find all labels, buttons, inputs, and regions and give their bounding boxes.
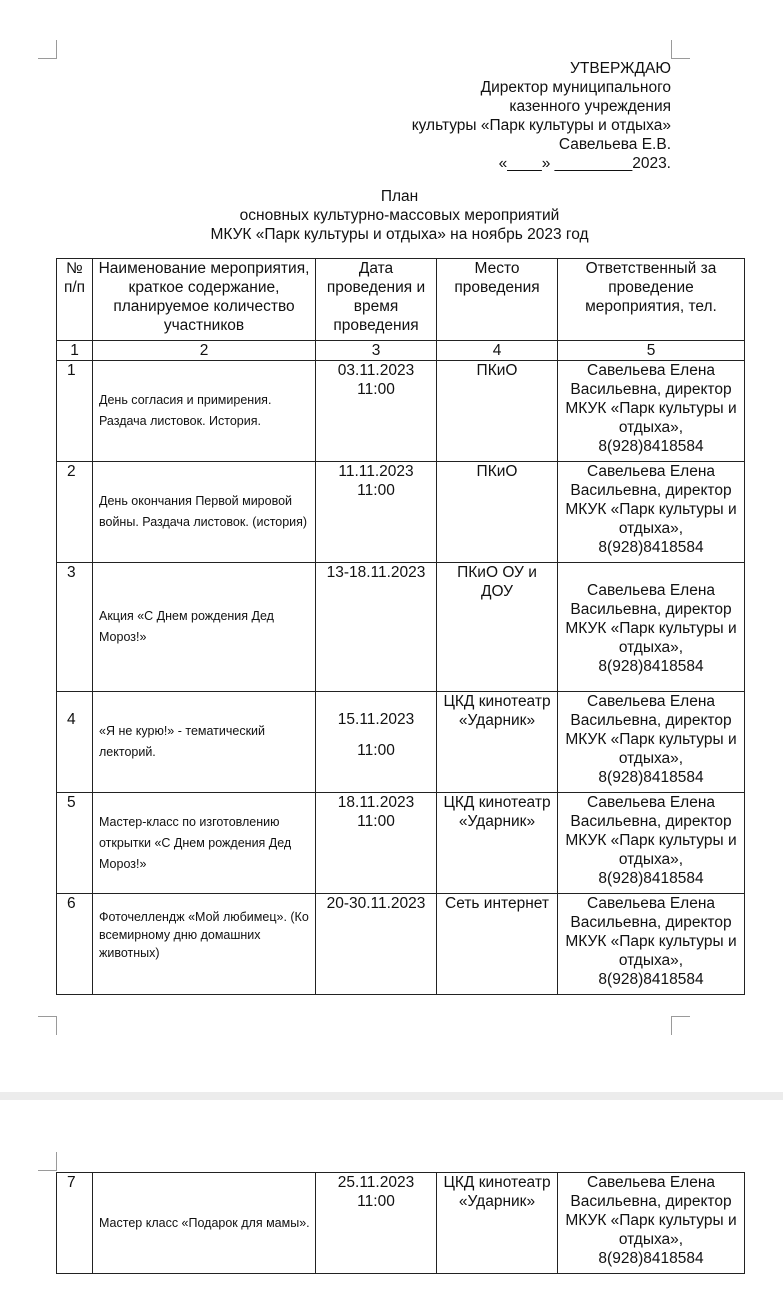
table-row (57, 692, 745, 793)
event-responsible (558, 1173, 745, 1274)
header-cell: Наименование мероприятия, краткое содержание, планируемое количество участников (93, 259, 316, 341)
event-name: Мастер класс «Подарок для мамы». (93, 1173, 316, 1274)
column-number: 1 (57, 341, 93, 361)
time-text: 11:00 (357, 381, 395, 398)
table-header-row (57, 259, 745, 341)
event-responsible (558, 692, 745, 793)
event-place: ЦКД кинотеатр «Ударник» (437, 793, 558, 894)
phone-text: 8(928)8418584 (598, 1250, 704, 1267)
date-text: 15.11.2023 (337, 711, 415, 728)
event-date (316, 361, 437, 462)
row-number: 1 (57, 361, 93, 462)
event-date (316, 462, 437, 563)
date-text: 03.11.2023 (337, 362, 415, 379)
responsible-text: Савельева Елена Васильевна, директор МКУК «Парк культуры и отдыха», (565, 362, 737, 436)
event-date (316, 563, 437, 692)
title-line: МКУК «Парк культуры и отдыха» на ноябрь 2023 год (210, 226, 589, 243)
phone-text: 8(928)8418584 (598, 870, 704, 887)
responsible-text: Савельева Елена Васильевна, директор МКУК «Парк культуры и отдыха», (565, 582, 737, 656)
phone-text: 8(928)8418584 (598, 658, 704, 675)
time-text: 11:00 (357, 742, 395, 759)
event-name: Мастер-класс по изготовлению открытки «С Днем рождения Дед Мороз!» (93, 793, 316, 894)
table-row (57, 894, 745, 995)
approval-line: Савельева Е.В. (558, 136, 671, 153)
title-line: основных культурно-массовых мероприятий (239, 207, 560, 224)
event-place: ЦКД кинотеатр «Ударник» (437, 1173, 558, 1274)
approval-line: Директор муниципального (480, 79, 671, 96)
approval-line: культуры «Парк культуры и отдыха» (411, 117, 671, 134)
events-table-continued (56, 1172, 745, 1274)
table-row (57, 462, 745, 563)
responsible-text: Савельева Елена Васильевна, директор МКУК «Парк культуры и отдыха», (565, 895, 737, 969)
header-cell: Место проведения (437, 259, 558, 341)
row-number: 4 (57, 692, 93, 793)
event-place: ПКиО (437, 361, 558, 462)
header-cell: Ответственный за проведение мероприятия, тел. (558, 259, 745, 341)
document-page-2 (0, 1100, 783, 1300)
event-place: ЦКД кинотеатр «Ударник» (437, 692, 558, 793)
row-number: 6 (57, 894, 93, 995)
header-cell: № п/п (57, 259, 93, 341)
table-row (57, 361, 745, 462)
column-number-row (57, 341, 745, 361)
event-responsible (558, 793, 745, 894)
time-text: 11:00 (357, 482, 395, 499)
event-name: Акция «С Днем рождения Дед Мороз!» (93, 563, 316, 692)
event-responsible (558, 563, 745, 692)
event-responsible (558, 462, 745, 563)
phone-text: 8(928)8418584 (598, 769, 704, 786)
date-text: 20-30.11.2023 (326, 895, 426, 912)
event-name: День согласия и примирения. Раздача листовок. История. (93, 361, 316, 462)
event-place: ПКиО (437, 462, 558, 563)
approval-line: «____» _________2023. (498, 155, 671, 172)
event-date (316, 894, 437, 995)
document-title (55, 187, 744, 244)
header-cell: Дата проведения и время проведения (316, 259, 437, 341)
event-responsible (558, 894, 745, 995)
phone-text: 8(928)8418584 (598, 438, 704, 455)
column-number: 3 (316, 341, 437, 361)
event-date (316, 692, 437, 793)
date-text: 25.11.2023 (337, 1174, 415, 1191)
responsible-text: Савельева Елена Васильевна, директор МКУК «Парк культуры и отдыха», (565, 693, 737, 767)
responsible-text: Савельева Елена Васильевна, директор МКУК «Парк культуры и отдыха», (565, 463, 737, 537)
row-number: 7 (57, 1173, 93, 1274)
row-number: 5 (57, 793, 93, 894)
time-text: 11:00 (357, 1193, 395, 1210)
responsible-text: Савельева Елена Васильевна, директор МКУК «Парк культуры и отдыха», (565, 1174, 737, 1248)
phone-text: 8(928)8418584 (598, 971, 704, 988)
table-row (57, 793, 745, 894)
approval-line: УТВЕРЖДАЮ (570, 60, 671, 77)
table-row (57, 1173, 745, 1274)
page-break (0, 1092, 783, 1100)
approval-block (412, 59, 671, 173)
time-text: 11:00 (357, 813, 395, 830)
date-text: 11.11.2023 (338, 463, 414, 480)
row-number: 2 (57, 462, 93, 563)
page-margin-mark (671, 1016, 690, 1035)
event-place: ПКиО ОУ и ДОУ (437, 563, 558, 692)
event-place: Сеть интернет (437, 894, 558, 995)
event-name: День окончания Первой мировой войны. Раздача листовок. (история) (93, 462, 316, 563)
date-text: 18.11.2023 (337, 794, 415, 811)
page-margin-mark (38, 1152, 57, 1171)
approval-line: казенного учреждения (509, 98, 671, 115)
event-date (316, 793, 437, 894)
event-responsible (558, 361, 745, 462)
title-line: План (380, 188, 419, 205)
row-number: 3 (57, 563, 93, 692)
column-number: 4 (437, 341, 558, 361)
event-date (316, 1173, 437, 1274)
events-table (56, 258, 745, 995)
date-text: 13-18.11.2023 (326, 564, 426, 581)
page-margin-mark (38, 1016, 57, 1035)
column-number: 5 (558, 341, 745, 361)
event-name: Фоточеллендж «Мой любимец». (Ко всемирному дню домашних животных) (93, 894, 316, 995)
page-margin-mark (671, 40, 690, 59)
page-margin-mark (38, 40, 57, 59)
phone-text: 8(928)8418584 (598, 539, 704, 556)
event-name: «Я не курю!» - тематический лекторий. (93, 692, 316, 793)
responsible-text: Савельева Елена Васильевна, директор МКУК «Парк культуры и отдыха», (565, 794, 737, 868)
table-row (57, 563, 745, 692)
column-number: 2 (93, 341, 316, 361)
